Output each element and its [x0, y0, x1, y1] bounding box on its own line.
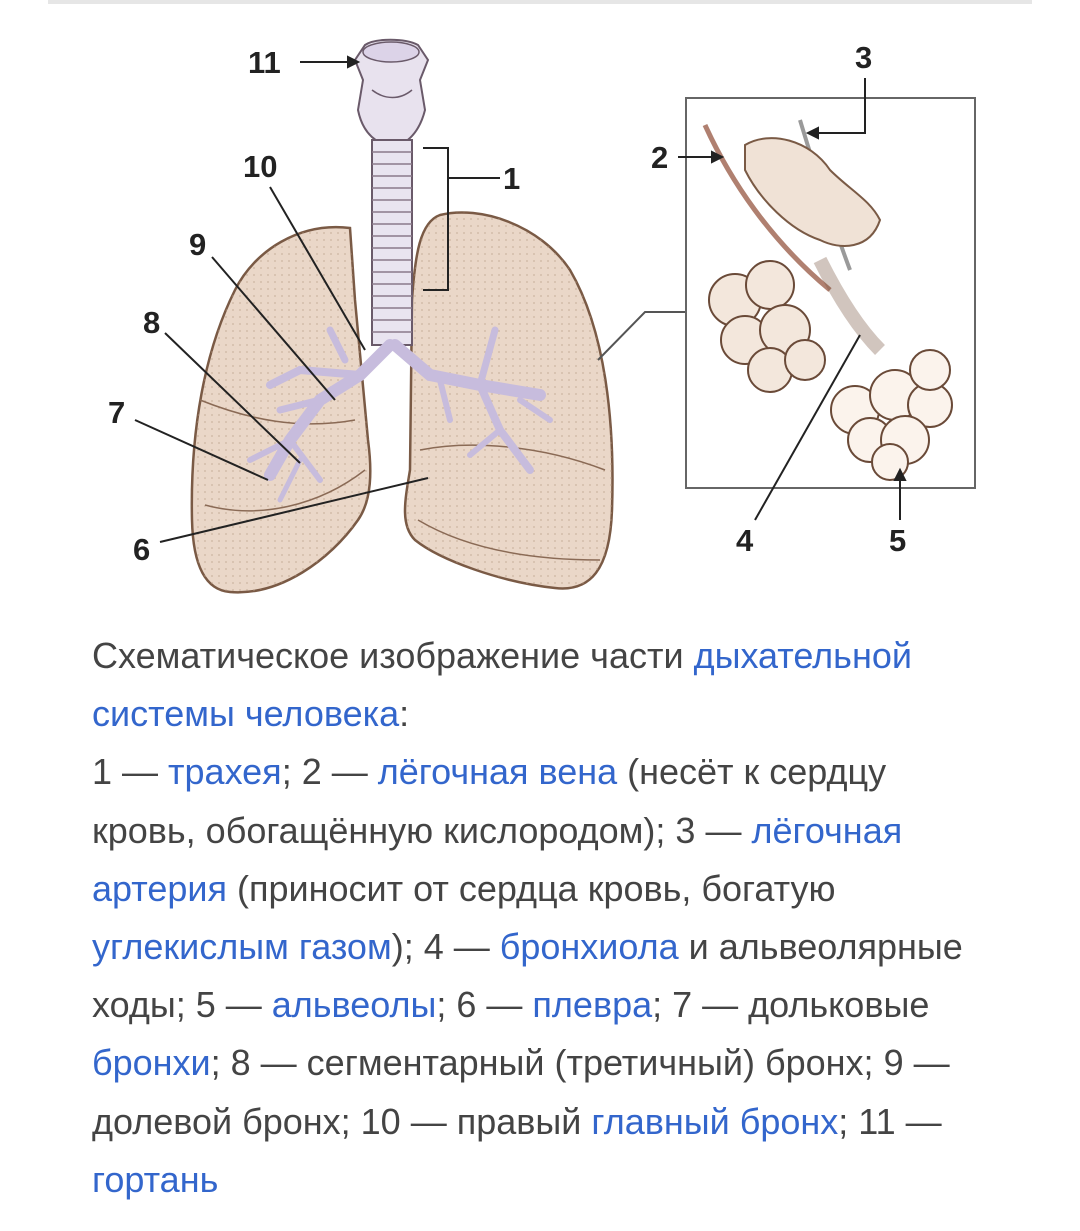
label-8: 8 [143, 305, 161, 340]
caption-text: (приносит от сердца кровь, богатую [226, 867, 836, 909]
caption-text: и альвеолярные ходы; 5 — [92, 926, 963, 1026]
label-6: 6 [133, 532, 151, 567]
label-10: 10 [243, 149, 278, 184]
trachea [372, 140, 412, 345]
link-larynx[interactable]: гортань [92, 1158, 219, 1200]
caption-text: ; 6 — [436, 984, 533, 1026]
link-trachea[interactable]: трахея [168, 751, 282, 793]
link-bronchi[interactable]: бронхи [92, 1042, 211, 1084]
link-pulmonary-vein[interactable]: лёгочная вена [377, 751, 618, 793]
caption-text: ); 4 — [391, 926, 500, 968]
caption-text: ; 7 — дольковые [652, 984, 930, 1026]
link-respiratory-system[interactable]: дыхательной системы человека [92, 635, 912, 735]
caption-text: Схематическое изображение части [92, 635, 694, 676]
figure-caption [92, 627, 992, 1209]
link-bronchiole[interactable]: бронхиола [499, 926, 679, 968]
larynx [355, 40, 428, 145]
caption-text: (несёт к сердцу кровь, обогащённую кислородом); 3 — [92, 751, 887, 851]
label-11: 11 [248, 45, 281, 80]
link-carbon-dioxide[interactable]: углекислым газом [92, 926, 392, 968]
caption-text: 1 — [92, 751, 169, 793]
label-9: 9 [189, 227, 207, 262]
link-alveoli[interactable]: альвеолы [271, 984, 437, 1026]
caption-text: ; 2 — [281, 751, 378, 793]
label-2: 2 [651, 140, 669, 175]
label-4: 4 [736, 523, 754, 558]
link-pleura[interactable]: плевра [532, 984, 653, 1026]
label-7: 7 [108, 395, 126, 430]
inset-connector [598, 312, 686, 360]
respiratory-system-diagram [0, 0, 1080, 610]
caption-text: : [399, 693, 410, 735]
label-1: 1 [503, 161, 521, 196]
caption-text: ; 8 — сегментарный (третичный) бронх; 9 — долевой бронх; 10 — правый [92, 1042, 950, 1142]
link-pulmonary-artery[interactable]: лёгочная артерия [92, 809, 903, 909]
link-main-bronchus[interactable]: главный бронх [591, 1100, 839, 1142]
left-lung [405, 212, 613, 588]
label-3: 3 [855, 40, 873, 75]
alveoli-inset [686, 98, 975, 488]
caption-text: ; 11 — [838, 1100, 942, 1142]
label-5: 5 [889, 523, 907, 558]
